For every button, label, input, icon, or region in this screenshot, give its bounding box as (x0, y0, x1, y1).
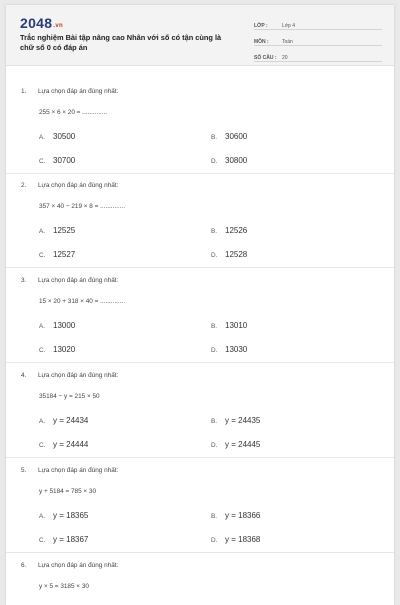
question-divider (6, 552, 394, 553)
question-expression: 35184 − y = 215 × 50 (39, 393, 100, 400)
question-text: Lựa chọn đáp án đúng nhất: (38, 277, 119, 284)
option-letter: A. (39, 134, 46, 141)
question-number: 6. (21, 562, 27, 569)
option-letter: C. (39, 442, 46, 449)
meta-row-subject (254, 33, 382, 46)
question-prompt (21, 277, 118, 284)
option-text: y = 18365 (53, 511, 89, 520)
option-text: 12525 (53, 226, 76, 235)
option-letter: B. (211, 323, 218, 330)
meta-value: Toán (282, 39, 293, 45)
option-a[interactable] (39, 416, 88, 425)
logo-suffix: .vn (53, 23, 63, 29)
document-header (6, 5, 394, 66)
option-d[interactable] (211, 156, 247, 165)
option-text: 12528 (225, 250, 248, 259)
option-text: 13000 (53, 321, 76, 330)
question-expression: 357 × 40 − 219 × 8 = .............. (39, 203, 125, 210)
option-text: 13030 (225, 345, 248, 354)
option-text: y = 18366 (225, 511, 261, 520)
option-text: y = 24434 (53, 416, 89, 425)
question-divider (6, 362, 394, 363)
question-prompt (21, 562, 118, 569)
option-a[interactable] (39, 511, 88, 520)
option-letter: A. (39, 323, 46, 330)
option-text: y = 24444 (53, 440, 89, 449)
option-text: y = 18368 (225, 535, 261, 544)
document-sheet (6, 5, 394, 605)
option-letter: B. (211, 134, 218, 141)
option-letter: C. (39, 347, 46, 354)
option-d[interactable] (211, 345, 247, 354)
option-c[interactable] (39, 156, 75, 165)
question-prompt (21, 88, 118, 95)
option-letter: A. (39, 418, 46, 425)
question-text: Lựa chọn đáp án đúng nhất: (38, 562, 119, 569)
question-number: 4. (21, 372, 27, 379)
option-letter: B. (211, 513, 218, 520)
option-letter: C. (39, 252, 46, 259)
option-text: 30600 (225, 132, 248, 141)
option-letter: D. (211, 158, 218, 165)
question-number: 1. (21, 88, 27, 95)
question-number: 2. (21, 182, 27, 189)
question-expression: y + 5184 = 785 × 30 (39, 488, 97, 495)
question-text: Lựa chọn đáp án đúng nhất: (38, 182, 119, 189)
option-text: 30700 (53, 156, 76, 165)
option-d[interactable] (211, 440, 260, 449)
question-prompt (21, 372, 118, 379)
question-text: Lựa chọn đáp án đúng nhất: (38, 372, 119, 379)
logo-text: 2048 (20, 15, 53, 31)
option-letter: B. (211, 418, 218, 425)
meta-row-grade (254, 17, 382, 30)
option-b[interactable] (211, 321, 247, 330)
option-text: 30500 (53, 132, 76, 141)
option-text: 13010 (225, 321, 248, 330)
option-letter: C. (39, 158, 46, 165)
question-expression: 15 × 20 + 318 × 40 = .............. (39, 298, 125, 305)
meta-row-count (254, 49, 382, 62)
meta-value: 20 (282, 55, 288, 61)
option-b[interactable] (211, 511, 260, 520)
option-letter: B. (211, 228, 218, 235)
option-b[interactable] (211, 416, 260, 425)
question-number: 5. (21, 467, 27, 474)
option-text: y = 18367 (53, 535, 89, 544)
option-c[interactable] (39, 345, 75, 354)
meta-value: Lớp 4 (282, 23, 296, 29)
question-divider (6, 267, 394, 268)
option-c[interactable] (39, 535, 88, 544)
option-d[interactable] (211, 535, 260, 544)
option-a[interactable] (39, 132, 75, 141)
option-a[interactable] (39, 321, 75, 330)
question-prompt (21, 182, 118, 189)
option-a[interactable] (39, 226, 75, 235)
option-d[interactable] (211, 250, 247, 259)
question-text: Lựa chọn đáp án đúng nhất: (38, 467, 119, 474)
option-text: y = 24445 (225, 440, 261, 449)
question-expression: y × 5 = 3185 × 30 (39, 583, 89, 590)
question-number: 3. (21, 277, 27, 284)
option-text: 12527 (53, 250, 76, 259)
option-letter: D. (211, 347, 218, 354)
question-prompt (21, 467, 118, 474)
option-b[interactable] (211, 132, 247, 141)
option-letter: D. (211, 252, 218, 259)
option-text: 13020 (53, 345, 76, 354)
option-letter: A. (39, 513, 46, 520)
option-b[interactable] (211, 226, 247, 235)
meta-label: MÔN : (254, 39, 269, 45)
option-text: 12526 (225, 226, 248, 235)
option-letter: D. (211, 442, 218, 449)
option-text: 30800 (225, 156, 248, 165)
site-logo[interactable] (20, 15, 63, 31)
question-expression: 255 × 6 × 20 = .............. (39, 109, 108, 116)
question-text: Lựa chọn đáp án đúng nhất: (38, 88, 119, 95)
option-c[interactable] (39, 250, 75, 259)
option-letter: D. (211, 537, 218, 544)
option-c[interactable] (39, 440, 88, 449)
option-letter: A. (39, 228, 46, 235)
question-divider (6, 457, 394, 458)
meta-label: LỚP : (254, 23, 268, 29)
question-divider (6, 173, 394, 174)
meta-info (254, 17, 382, 65)
option-text: y = 24435 (225, 416, 261, 425)
document-title: Trắc nghiệm Bài tập nâng cao Nhân với số có tận cùng là chữ số 0 có đáp án (20, 33, 222, 52)
option-letter: C. (39, 537, 46, 544)
meta-label: SỐ CÂU : (254, 55, 277, 61)
